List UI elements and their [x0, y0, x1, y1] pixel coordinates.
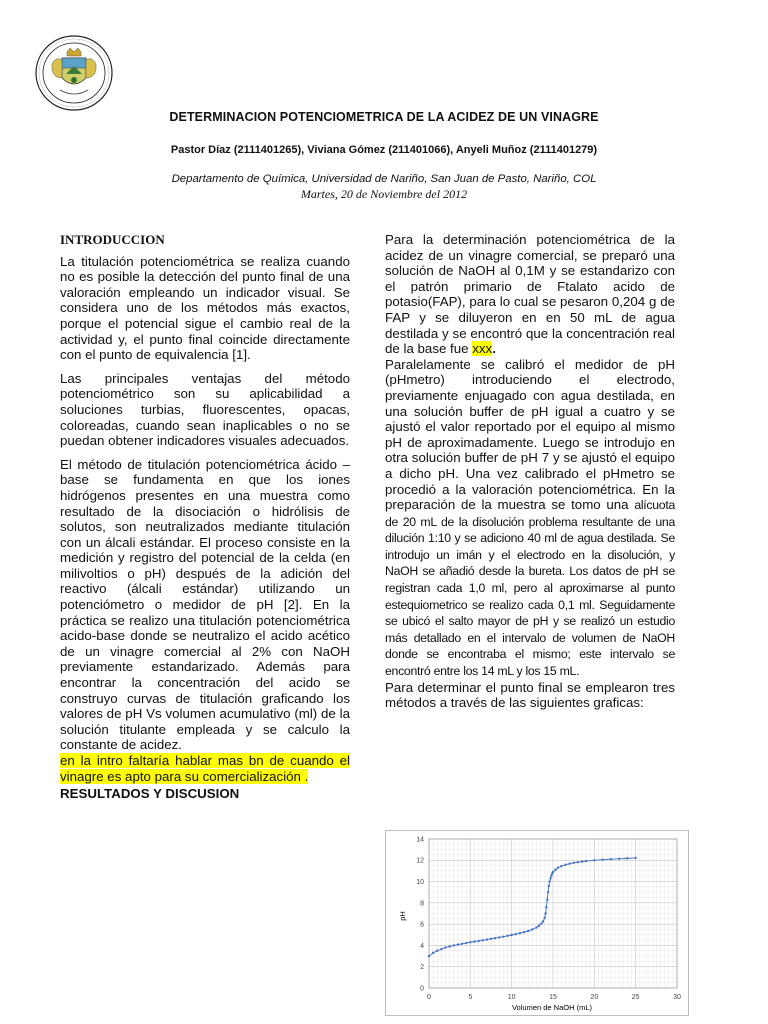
highlighted-comment: en la intro faltaría hablar mas bn de cuando el vinagre es apto para su comercialización . [60, 753, 350, 784]
data-point [544, 912, 546, 914]
data-point [544, 917, 546, 919]
data-point [440, 948, 442, 950]
data-point [548, 880, 550, 882]
x-tick-label: 10 [507, 994, 516, 1001]
data-point [531, 928, 533, 930]
data-point [527, 930, 529, 932]
data-point [601, 859, 603, 861]
y-tick-label: 2 [420, 964, 424, 972]
x-tick-label: 20 [590, 994, 599, 1001]
data-point [564, 864, 566, 866]
data-point [548, 885, 550, 887]
titration-curve-chart [385, 830, 689, 1016]
data-point [593, 859, 595, 861]
intro-paragraph-3: El método de titulación potenciométrica ácido – base se fundamenta en que los iones hidrógenos presentes en una muestra como resultado de la disociación o hidrólisis de solutos, son neutralizados mediante titulación con un álcali estándar. El proceso consiste en la medición y registro del potencial de la celda (en milivoltios o pH) después de la adición del reactivo (álcali estándar) utilizando un potenciómetro o medidor de pH [2]. En la práctica se realizo una titulación potenciométrica acido-base donde se neutralizo el acido acético de un vinagre comercial al 2% con NaOH previamente estandarizado. Además para encontrar la concentración del acido se construyo curvas de titulación graficando los valores de pH Vs volumen acumulativo (ml) de la solución titulante empleada y se calculo la constante de acidez. [60, 456, 350, 753]
data-point [465, 942, 467, 944]
data-point [546, 898, 548, 900]
y-tick-label: 6 [420, 921, 424, 929]
data-point [538, 925, 540, 927]
data-point [457, 943, 459, 945]
y-tick-label: 0 [420, 985, 424, 993]
data-point [550, 875, 552, 877]
results-heading: RESULTADOS Y DISCUSION [60, 786, 240, 802]
method-text-b: alícuota de 20 mL de la disolución problema resultante de una dilución 1:10 y se adiciono 40 ml de agua destilada. Se introdujo un imán y el electrodo en la disolución, y NaOH se añadió desde la bureta. Los datos de pH se registran cada 1,0 ml, pero al aproximarse al punto estequiometrico se realizo cada 0,1 ml. Seguidamente se ubicó el salto mayor de pH y se realizó un estudio más detallado en el intervalo de volumen de NaOH donde se encontraba el mismo; este intervalo se encontró entre los 14 mL y los 15 mL. [385, 498, 675, 679]
y-tick-label: 10 [416, 878, 424, 886]
data-point [535, 926, 537, 928]
y-tick-label: 12 [416, 857, 424, 865]
x-tick-label: 15 [549, 994, 557, 1001]
data-point [577, 861, 579, 863]
university-seal [34, 34, 114, 112]
highlighted-placeholder: xxx [472, 341, 493, 357]
publication-date: Martes, 20 de Noviembre del 2012 [300, 187, 468, 201]
data-point [432, 952, 434, 954]
x-axis-label: Volumen de NaOH (mL) [511, 1003, 593, 1012]
data-point [552, 871, 554, 873]
affiliation-block [0, 172, 768, 202]
data-point [542, 920, 544, 922]
right-column [385, 232, 675, 711]
data-point [634, 857, 636, 859]
data-point [453, 944, 455, 946]
affiliation: Departamento de Química, Universidad de Nariño, San Juan de Pasto, Nariño, COL [171, 173, 597, 185]
data-point [618, 858, 620, 860]
data-point [523, 931, 525, 933]
y-tick-label: 8 [420, 900, 424, 908]
x-tick-label: 30 [673, 994, 681, 1001]
y-axis-label: pH [398, 911, 407, 921]
data-point [545, 906, 547, 908]
introduction-heading: INTRODUCCION [60, 232, 165, 247]
data-point [557, 867, 559, 869]
data-point [610, 858, 612, 860]
data-point [519, 932, 521, 934]
data-point [554, 869, 556, 871]
intro-paragraph-2: Las principales ventajas del método potenciométrico son su aplicabilidad a soluciones turbias, fluorescentes, opacas, coloreadas, cuando sean inaplicables o no se puedan obtener indicadores visuales adecuados. [60, 370, 350, 449]
x-tick-label: 5 [468, 994, 473, 1001]
data-point [506, 935, 508, 937]
data-point [549, 877, 551, 879]
data-point [444, 946, 446, 948]
data-point [572, 862, 574, 864]
data-point [560, 865, 562, 867]
data-point [469, 941, 471, 943]
data-point [436, 950, 438, 952]
data-point [486, 938, 488, 940]
y-tick-label: 4 [420, 942, 424, 950]
data-point [502, 936, 504, 938]
y-tick-label: 14 [416, 836, 424, 844]
chart-grid [429, 839, 677, 988]
data-point [540, 922, 542, 924]
data-point [482, 939, 484, 941]
method-paragraph-2 [385, 357, 675, 680]
data-point [473, 940, 475, 942]
method-paragraph-1 [385, 232, 675, 357]
x-tick-label: 25 [631, 994, 640, 1001]
intro-paragraph-1: La titulación potenciométrica se realiza cuando no es posible la detección del punto final de una valoración empleando un indicador visual. Se considera uno de los métodos más exactos, porque el potencial sigue el cambio real de la actividad y, el punto final coincide directamente con el punto de equivalencia [1]. [60, 253, 350, 363]
data-point [448, 945, 450, 947]
data-point [510, 934, 512, 936]
data-point [477, 940, 479, 942]
data-point [585, 860, 587, 862]
data-point [461, 943, 463, 945]
author-list: Pastor Díaz (2111401265), Viviana Gómez (211401066), Anyeli Muñoz (2111401279) [170, 144, 598, 156]
data-point [581, 860, 583, 862]
data-point [626, 857, 628, 859]
data-point [494, 937, 496, 939]
left-column [60, 232, 350, 802]
method-period: . [492, 341, 496, 357]
paper-title: DETERMINACION POTENCIOMETRICA DE LA ACIDEZ DE UN VINAGRE [169, 110, 599, 124]
data-point [498, 936, 500, 938]
data-point [490, 938, 492, 940]
data-point [515, 933, 517, 935]
method-text: Para la determinación potenciométrica de la acidez de un vinagre comercial, se preparó una solución de NaOH al 0,1M y se estandarizo con el patrón primario de Ftalato acido de potasio(FAP), para lo cual se pesaron 0,204 g de FAP y se diluyeron en en 50 mL de agua destilada y se encontró que la concentración real de la base fue [385, 232, 675, 357]
method-text-a: Paralelamente se calibró el medidor de pH (pHmetro) introduciendo el electrodo, previamente enjuagado con agua destilada, en una solución buffer de pH igual a cuatro y se ajustó el valor reportado por el equipo al mismo pH de aproximadamente. Luego se introdujo en otra solución buffer de pH 7 y se ajustó el equipo a dicho pH. Una vez calibrado el pHmetro se procedió a la valoración potenciométrica. En la preparación de la muestra se tomo una [385, 356, 675, 513]
data-point [428, 955, 430, 957]
data-point [568, 862, 570, 864]
data-point [547, 891, 549, 893]
x-tick-label: 0 [427, 994, 431, 1001]
reviewer-note [60, 753, 350, 784]
method-paragraph-3: Para determinar el punto final se emplearon tres métodos a través de las siguientes graficas: [385, 679, 675, 711]
